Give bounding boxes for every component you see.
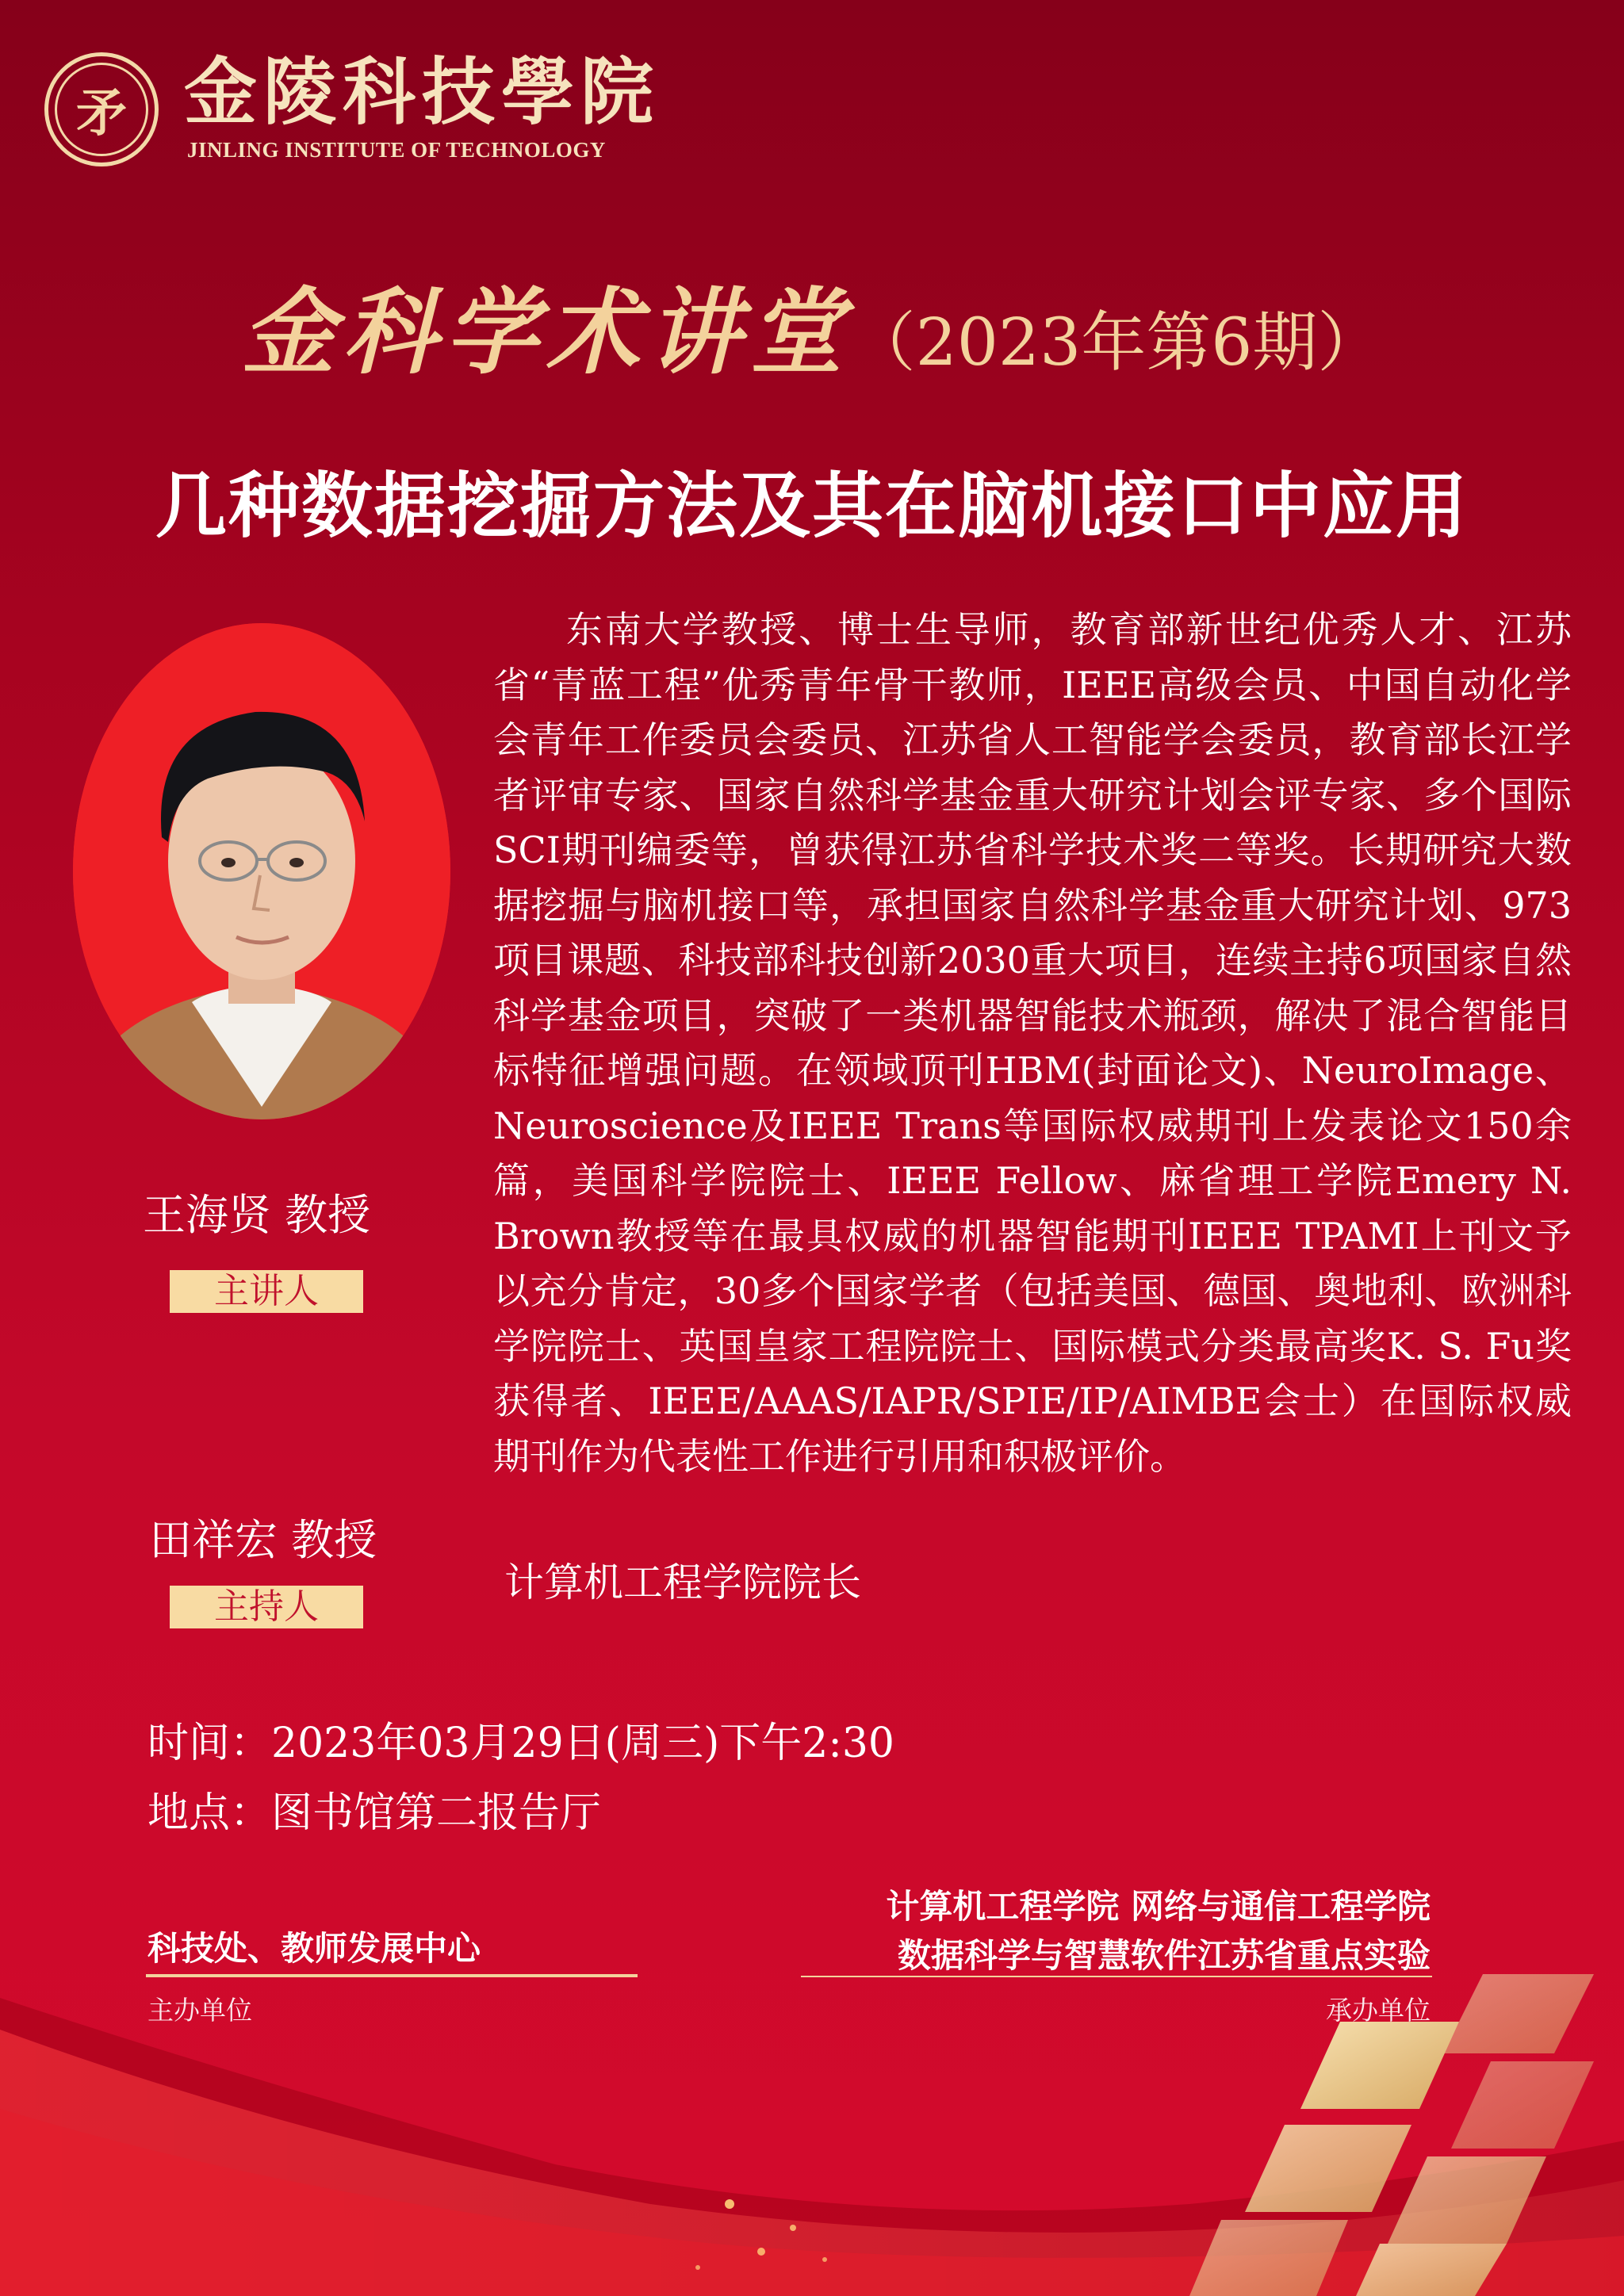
seal-glyph: 矛 (76, 84, 127, 144)
lecture-title: 几种数据挖掘方法及其在脑机接口中应用 (155, 465, 1469, 548)
host-title: 计算机工程学院院长 (504, 1559, 861, 1605)
lecture-series-title (0, 277, 1624, 387)
host-role-badge: 主持人 (170, 1586, 363, 1628)
speaker-bio: 东南大学教授、博士生导师，教育部新世纪优秀人才、江苏省“青蓝工程”优秀青年骨干教师，IEEE高级会员、中国自动化学会青年工作委员会委员、江苏省人工智能学会委员，教育部长江学者评审专家、国家自然科学基金重大研究计划会评专家、多个国际SCI期刊编委等，曾获得江苏省科学技术奖二等奖。长期研究大数据挖掘与脑机接口等，承担国家自然科学基金重大研究计划、973项目课题、科技部科技创新2030重大项目，连续主持6项国家自然科学基金项目，突破了一类机器智能技术瓶颈，解决了混合智能目标特征增强问题。在领域顶刊HBM(封面论文)、NeuroImage、Neuroscience及IEEE Trans等国际权威期刊上发表论文150余篇，美国科学院院士、IEEE Fellow、麻省理工学院Emery N. Brown教授等在最具权威的机器智能期刊IEEE TPAMI上刊文予以充分肯定，30多个国家学者（包括美国、德国、奥地利、欧洲科学院院士、英国皇家工程院院士、国际模式分类最高奖K. S. Fu奖获得者、IEEE/AAAS/IAPR/SPIE/IP/AIMBE会士）在国际权威期刊作为代表性工作进行引用和积极评价。 (493, 608, 1572, 1478)
organizer-name-line-2: 数据科学与智慧软件江苏省重点实验 (897, 1936, 1431, 1975)
organizer-name-line-1: 计算机工程学院 网络与通信工程学院 (886, 1887, 1431, 1926)
school-seal-emblem (55, 63, 148, 156)
event-time: 时间：2023年03月29日(周三)下午2:30 (147, 1720, 895, 1767)
organizer-label: 承办单位 (1326, 1995, 1431, 2026)
school-name-english: JINLING INSTITUTE OF TECHNOLOGY (187, 138, 606, 162)
sponsor-name: 科技处、教师发展中心 (147, 1929, 481, 1968)
speaker-photo-illustration (73, 623, 450, 1119)
speaker-portrait (73, 623, 450, 1119)
sponsor-label: 主办单位 (147, 1995, 252, 2026)
school-seal-logo (44, 52, 159, 166)
organizer-divider (801, 1976, 1432, 1977)
school-name-chinese: 金陵科技學院 (184, 49, 661, 135)
sponsor-divider (146, 1974, 638, 1977)
speaker-name: 王海贤 教授 (143, 1190, 371, 1240)
speaker-role-badge: 主讲人 (170, 1270, 363, 1313)
host-name: 田祥宏 教授 (149, 1515, 377, 1565)
series-issue: （2023年第6期） (850, 305, 1383, 381)
series-name: 金科学术讲堂 (241, 277, 851, 387)
event-place: 地点：图书馆第二报告厅 (147, 1789, 602, 1837)
